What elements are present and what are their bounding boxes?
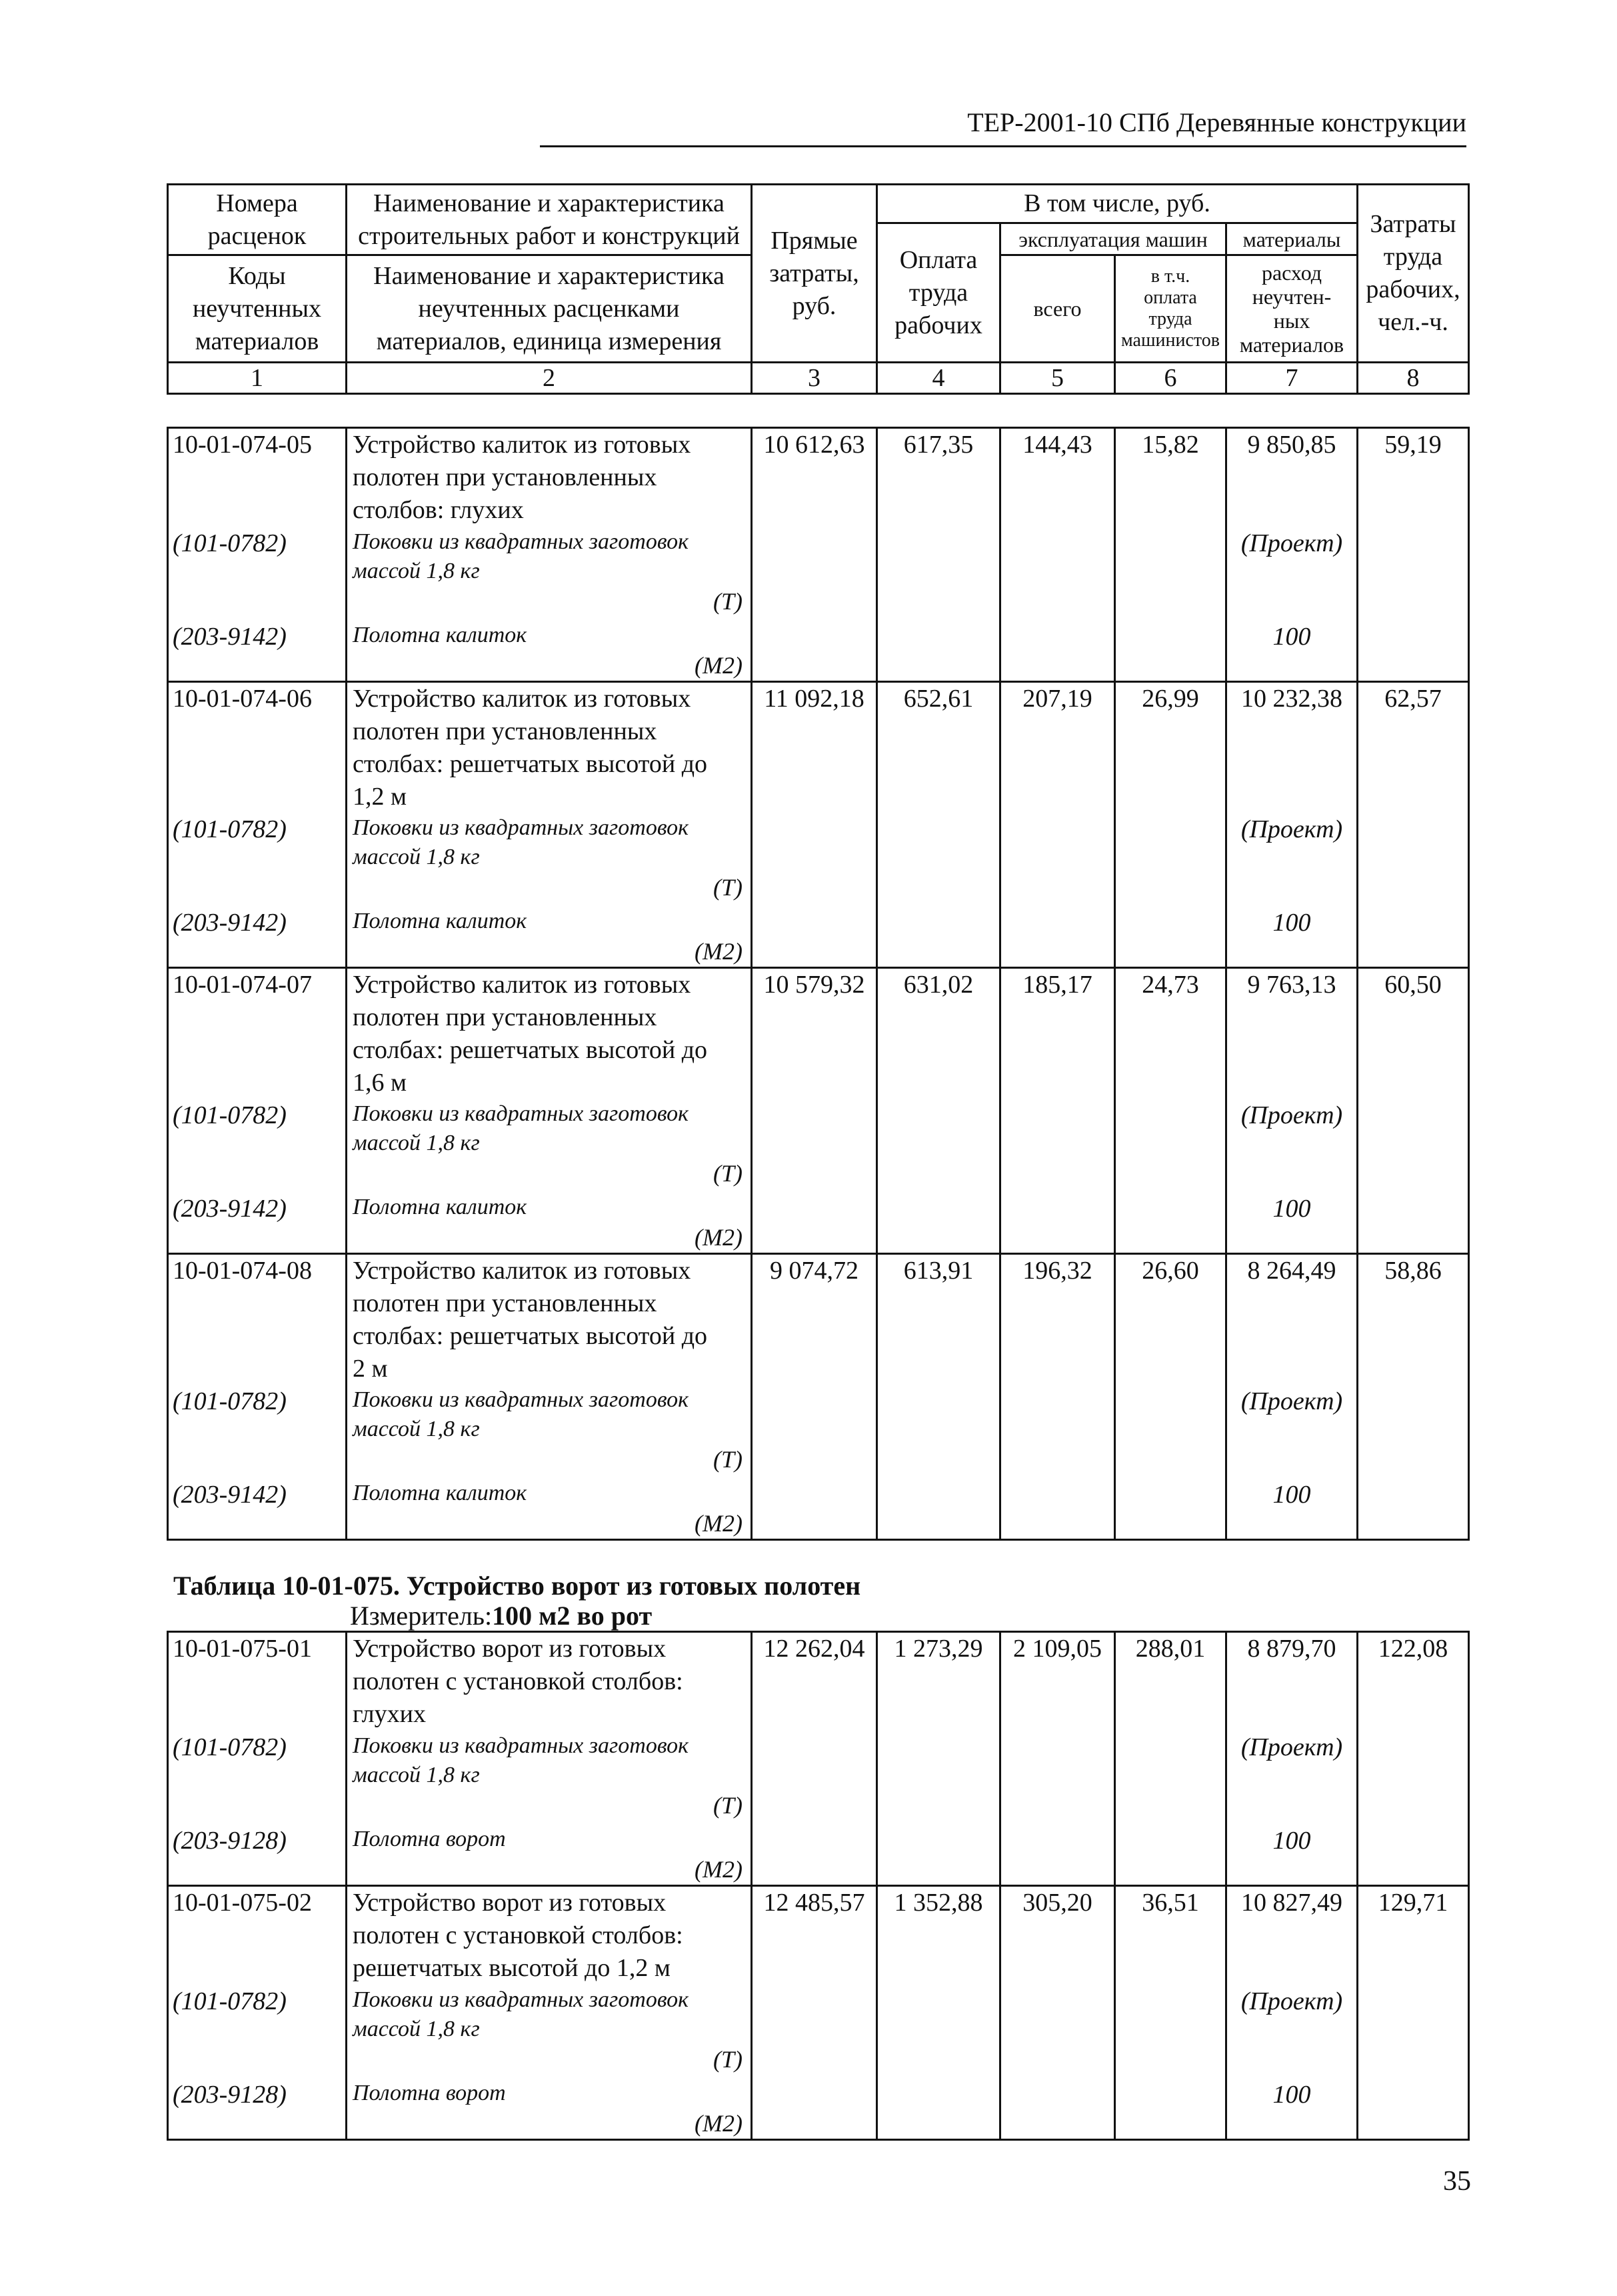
operators-cost-cell: 26,99 <box>1115 682 1226 968</box>
material-code: (203-9142) <box>173 1195 287 1223</box>
direct-cost-cell: 12 485,57 <box>752 1886 877 2140</box>
rate-code: 10-01-074-06 <box>173 685 312 713</box>
machines-cost-cell: 196,32 <box>1000 1254 1115 1540</box>
materials-cost-cell <box>1226 1632 1358 1886</box>
name-cell <box>347 1886 752 2140</box>
work-name-line: столбах: решетчатых высотой до <box>353 1036 708 1064</box>
material-code: (203-9142) <box>173 909 287 937</box>
material-unit: (Т) <box>713 1160 743 1187</box>
name-cell <box>347 428 752 682</box>
material-code: (101-0782) <box>173 815 287 843</box>
material-code: (203-9128) <box>173 2081 287 2109</box>
labor-hours-cell: 122,08 <box>1358 1632 1469 1886</box>
materials-cost: 8 264,49 <box>1247 1257 1336 1285</box>
work-name-line: полотен при установленных <box>353 463 657 491</box>
labor-hours-cell: 129,71 <box>1358 1886 1469 2140</box>
material-code: (101-0782) <box>173 1387 287 1415</box>
work-name-line: полотен с установкой столбов: <box>353 1921 683 1949</box>
work-name-line: столбах: решетчатых высотой до <box>353 1322 708 1350</box>
direct-cost-cell: 10 579,32 <box>752 968 877 1254</box>
work-name <box>353 1633 747 1731</box>
material-name <box>353 1385 747 1479</box>
work-name-line: столбов: глухих <box>353 496 524 524</box>
materials-cost-cell <box>1226 968 1358 1254</box>
labor-hours-cell: 58,86 <box>1358 1254 1469 1540</box>
material-name-line: Полотна калиток <box>353 1481 527 1505</box>
work-name-line: Устройство калиток из готовых <box>353 431 691 459</box>
table-title-075: Таблица 10-01-075. Устройство ворот из готовых полотен <box>173 1571 861 1601</box>
material-consumption: 100 <box>1272 623 1311 651</box>
work-name-line: столбах: решетчатых высотой до <box>353 750 708 778</box>
material-name-line: Полотна калиток <box>353 1195 527 1219</box>
price-row <box>168 428 1469 682</box>
col-number-1: 1 <box>168 363 347 394</box>
material-name <box>353 2079 747 2139</box>
price-table-074 <box>167 427 1470 1541</box>
materials-cost: 9 850,85 <box>1247 431 1336 459</box>
material-consumption: (Проект) <box>1240 815 1343 843</box>
materials-cost-cell <box>1226 428 1358 682</box>
material-consumption: 100 <box>1272 1195 1311 1223</box>
material-consumption: (Проект) <box>1240 1987 1343 2015</box>
col-number-6: 6 <box>1115 363 1226 394</box>
price-row <box>168 1254 1469 1540</box>
material-unit: (Т) <box>713 2046 743 2073</box>
price-row <box>168 1632 1469 1886</box>
machines-cost-cell: 185,17 <box>1000 968 1115 1254</box>
page-number: 35 <box>1443 2166 1471 2197</box>
price-table-075 <box>167 1631 1470 2141</box>
material-name-line: массой 1,8 кг <box>353 1417 480 1441</box>
operators-cost-cell: 288,01 <box>1115 1632 1226 1886</box>
machines-cost-cell: 144,43 <box>1000 428 1115 682</box>
material-consumption: (Проект) <box>1240 1387 1343 1415</box>
materials-cost-cell <box>1226 1886 1358 2140</box>
material-consumption: (Проект) <box>1240 1101 1343 1129</box>
col-number-7: 7 <box>1226 363 1358 394</box>
work-name-line: Устройство ворот из готовых <box>353 1889 667 1917</box>
operators-cost-cell: 26,60 <box>1115 1254 1226 1540</box>
material-name-line: Поковки из квадратных заготовок <box>353 1733 689 1758</box>
material-name-line: массой 1,8 кг <box>353 845 480 869</box>
material-name <box>353 907 747 967</box>
materials-cost: 9 763,13 <box>1247 971 1336 999</box>
material-name-line: массой 1,8 кг <box>353 2017 480 2041</box>
work-name <box>353 429 747 527</box>
material-code: (101-0782) <box>173 1733 287 1761</box>
work-name <box>353 969 747 1099</box>
labor-cost-cell: 1 352,88 <box>877 1886 1000 2140</box>
materials-cost: 8 879,70 <box>1247 1635 1336 1663</box>
name-cell <box>347 1632 752 1886</box>
column-header-table <box>167 183 1470 395</box>
work-name-line: Устройство ворот из готовых <box>353 1635 667 1663</box>
material-code: (101-0782) <box>173 1987 287 2015</box>
col-number-2: 2 <box>347 363 752 394</box>
name-cell <box>347 968 752 1254</box>
material-name-line: массой 1,8 кг <box>353 1763 480 1787</box>
price-row <box>168 968 1469 1254</box>
work-name-line: 1,2 м <box>353 783 407 811</box>
material-code: (203-9128) <box>173 1827 287 1855</box>
material-name <box>353 527 747 621</box>
header-c1-bottom: Коды неучтенных материалов <box>168 255 347 363</box>
rate-code: 10-01-074-07 <box>173 971 312 999</box>
material-code: (203-9142) <box>173 623 287 651</box>
header-c4: Оплата труда рабочих <box>877 223 1000 363</box>
material-name-line: массой 1,8 кг <box>353 1131 480 1155</box>
material-name <box>353 1731 747 1825</box>
work-name-line: глухих <box>353 1700 426 1728</box>
header-c2-bottom: Наименование и характеристика неучтенных расценками материалов, единица измерения <box>347 255 752 363</box>
header-c7: расход неучтен- ных материалов <box>1226 255 1358 363</box>
work-name-line: 1,6 м <box>353 1069 407 1097</box>
labor-cost-cell: 613,91 <box>877 1254 1000 1540</box>
material-name-line: массой 1,8 кг <box>353 559 480 583</box>
work-name-line: решетчатых высотой до 1,2 м <box>353 1954 671 1982</box>
work-name <box>353 1255 747 1385</box>
code-cell <box>168 968 347 1254</box>
operators-cost-cell: 24,73 <box>1115 968 1226 1254</box>
header-c2-top: Наименование и характеристика строительных работ и конструкций <box>347 185 752 255</box>
work-name-line: полотен при установленных <box>353 1289 657 1317</box>
machines-cost-cell: 2 109,05 <box>1000 1632 1115 1886</box>
machines-cost-cell: 305,20 <box>1000 1886 1115 2140</box>
work-name <box>353 683 747 813</box>
rate-code: 10-01-075-02 <box>173 1889 312 1917</box>
work-name-line: Устройство калиток из готовых <box>353 685 691 713</box>
work-name-line: полотен с установкой столбов: <box>353 1667 683 1695</box>
material-unit: (Т) <box>713 874 743 901</box>
direct-cost-cell: 11 092,18 <box>752 682 877 968</box>
material-unit: (М2) <box>695 938 743 965</box>
code-cell <box>168 1254 347 1540</box>
col-number-8: 8 <box>1358 363 1469 394</box>
material-name <box>353 813 747 907</box>
material-unit: (Т) <box>713 1446 743 1473</box>
material-unit: (М2) <box>695 1510 743 1537</box>
name-cell <box>347 1254 752 1540</box>
operators-cost-cell: 15,82 <box>1115 428 1226 682</box>
labor-hours-cell: 62,57 <box>1358 682 1469 968</box>
material-unit: (М2) <box>695 652 743 679</box>
rate-code: 10-01-074-05 <box>173 431 312 459</box>
header-machines: эксплуатация машин <box>1000 223 1226 255</box>
materials-cost: 10 827,49 <box>1241 1889 1342 1917</box>
header-group: В том числе, руб. <box>877 185 1358 223</box>
code-cell <box>168 428 347 682</box>
material-unit: (М2) <box>695 2110 743 2137</box>
col-number-3: 3 <box>752 363 877 394</box>
labor-cost-cell: 631,02 <box>877 968 1000 1254</box>
header-c8: Затраты труда рабочих, чел.-ч. <box>1358 185 1469 363</box>
material-name-line: Полотна ворот <box>353 2081 506 2105</box>
direct-cost-cell: 10 612,63 <box>752 428 877 682</box>
price-row <box>168 1886 1469 2140</box>
material-name-line: Поковки из квадратных заготовок <box>353 529 689 554</box>
header-materials: материалы <box>1226 223 1358 255</box>
price-row <box>168 682 1469 968</box>
material-consumption: 100 <box>1272 909 1311 937</box>
header-c6: в т.ч. оплата труда машинистов <box>1115 255 1226 363</box>
machines-cost-cell: 207,19 <box>1000 682 1115 968</box>
name-cell <box>347 682 752 968</box>
header-c1-top: Номера расценок <box>168 185 347 255</box>
materials-cost-cell <box>1226 1254 1358 1540</box>
material-consumption: (Проект) <box>1240 529 1343 557</box>
work-name-line: 2 м <box>353 1355 388 1383</box>
rate-code: 10-01-074-08 <box>173 1257 312 1285</box>
material-consumption: 100 <box>1272 1827 1311 1855</box>
material-name-line: Полотна калиток <box>353 909 527 933</box>
material-unit: (М2) <box>695 1224 743 1251</box>
work-name-line: Устройство калиток из готовых <box>353 1257 691 1285</box>
material-unit: (Т) <box>713 588 743 615</box>
work-name-line: полотен при установленных <box>353 717 657 745</box>
labor-hours-cell: 59,19 <box>1358 428 1469 682</box>
table-meter-075 <box>350 1600 652 1632</box>
material-name-line: Поковки из квадратных заготовок <box>353 1101 689 1126</box>
material-code: (101-0782) <box>173 1101 287 1129</box>
direct-cost-cell: 9 074,72 <box>752 1254 877 1540</box>
running-header: ТЕР-2001-10 СПб Деревянные конструкции <box>540 100 1466 147</box>
operators-cost-cell: 36,51 <box>1115 1886 1226 2140</box>
material-consumption: 100 <box>1272 1481 1311 1509</box>
material-name <box>353 1099 747 1193</box>
material-name-line: Поковки из квадратных заготовок <box>353 1987 689 2012</box>
material-consumption: 100 <box>1272 2081 1311 2109</box>
labor-cost-cell: 1 273,29 <box>877 1632 1000 1886</box>
material-name <box>353 1193 747 1253</box>
material-name-line: Полотна калиток <box>353 623 527 647</box>
material-name <box>353 1825 747 1885</box>
material-name <box>353 621 747 681</box>
material-name-line: Поковки из квадратных заготовок <box>353 1387 689 1412</box>
col-number-5: 5 <box>1000 363 1115 394</box>
rate-code: 10-01-075-01 <box>173 1635 312 1663</box>
meter-value: 100 м2 во рот <box>492 1601 653 1631</box>
header-c3: Прямые затраты, руб. <box>752 185 877 363</box>
direct-cost-cell: 12 262,04 <box>752 1632 877 1886</box>
materials-cost-cell <box>1226 682 1358 968</box>
material-unit: (М2) <box>695 1856 743 1883</box>
material-name-line: Поковки из квадратных заготовок <box>353 815 689 840</box>
material-name <box>353 1985 747 2079</box>
material-consumption: (Проект) <box>1240 1733 1343 1761</box>
header-c5: всего <box>1000 255 1115 363</box>
work-name <box>353 1887 747 1985</box>
code-cell <box>168 682 347 968</box>
material-code: (101-0782) <box>173 529 287 557</box>
col-number-4: 4 <box>877 363 1000 394</box>
work-name-line: полотен при установленных <box>353 1003 657 1031</box>
material-name-line: Полотна ворот <box>353 1827 506 1851</box>
labor-hours-cell: 60,50 <box>1358 968 1469 1254</box>
material-code: (203-9142) <box>173 1481 287 1509</box>
material-name <box>353 1479 747 1539</box>
labor-cost-cell: 652,61 <box>877 682 1000 968</box>
materials-cost: 10 232,38 <box>1241 685 1342 713</box>
labor-cost-cell: 617,35 <box>877 428 1000 682</box>
material-unit: (Т) <box>713 1792 743 1819</box>
code-cell <box>168 1886 347 2140</box>
meter-label: Измеритель: <box>350 1601 493 1631</box>
code-cell <box>168 1632 347 1886</box>
work-name-line: Устройство калиток из готовых <box>353 971 691 999</box>
